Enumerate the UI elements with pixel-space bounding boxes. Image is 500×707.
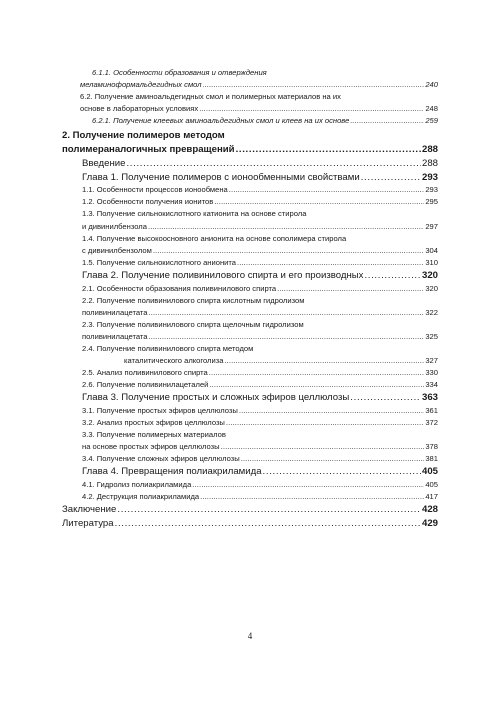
toc-chapter-title: Глава 4. Превращения полиакриламида xyxy=(82,466,262,478)
toc-entry-text: 2.1. Особенности образования поливинилового спирта xyxy=(82,283,277,293)
toc-entry-text: 1.1. Особенности процессов ионообмена xyxy=(82,185,228,195)
dot-leader xyxy=(115,517,421,531)
toc-page-number: 320 xyxy=(425,283,438,293)
toc-entry-4-1[interactable] xyxy=(62,479,438,491)
toc-page-number: 381 xyxy=(425,454,438,464)
toc-page-number: 429 xyxy=(421,518,438,530)
toc-entry-text: 1.5. Получение сильнокислотного анионита xyxy=(82,257,237,267)
toc-entry-text: 6.1.1. Особенности образования и отверждения xyxy=(92,68,267,77)
toc-page-number: 320 xyxy=(421,269,438,281)
toc-part-title: полимераналогичных превращений xyxy=(62,144,235,156)
dot-leader xyxy=(237,257,424,269)
toc-entry-text: 3.1. Получение простых эфиров целлюлозы xyxy=(82,405,238,415)
toc-page-number: 363 xyxy=(421,392,438,404)
dot-leader xyxy=(229,184,425,196)
toc-entry-text: основе в лабораторных условиях xyxy=(80,104,199,114)
toc-entry-3-1[interactable] xyxy=(62,405,438,417)
toc-entry-text: 4.2. Деструкция полиакриламида xyxy=(82,492,200,502)
toc-entry-text: и дивинилбензола xyxy=(82,221,147,231)
toc-page-number: 322 xyxy=(425,307,438,317)
page-number: 4 xyxy=(247,631,253,641)
toc-entry-1-3[interactable] xyxy=(62,208,438,232)
toc-entry-text: Введение xyxy=(82,158,126,170)
toc-entry-text: 6.2.1. Получение клеевых аминоальдегидных смол и клеев на их основе xyxy=(92,116,350,126)
dot-leader xyxy=(226,417,424,429)
toc-entry-2-6[interactable] xyxy=(62,379,438,391)
toc-chapter-title: Глава 2. Получение поливинилового спирта и его производных xyxy=(82,269,364,281)
toc-entry-text: с дивинилбензолом xyxy=(82,245,152,255)
toc-page-number: 240 xyxy=(425,80,438,90)
toc-part-2[interactable] xyxy=(62,129,438,157)
toc-chapter-title: Глава 1. Получение полимеров с ионообменными свойствами xyxy=(82,171,360,183)
toc-page-number: 428 xyxy=(421,504,438,516)
toc-chapter-2[interactable] xyxy=(62,269,438,283)
toc-entry-3-4[interactable] xyxy=(62,453,438,465)
toc-part-title: 2. Получение полимеров методом xyxy=(62,130,225,142)
toc-entry-text: Заключение xyxy=(62,504,117,516)
toc-conclusion[interactable] xyxy=(62,503,438,517)
toc-page-number: 297 xyxy=(425,221,438,231)
toc-entry-text: 2.2. Получение поливинилового спирта кислотным гидролизом xyxy=(82,295,305,305)
dot-leader xyxy=(350,391,421,405)
toc-page-number: 378 xyxy=(425,442,438,452)
toc-introduction[interactable] xyxy=(62,157,438,171)
toc-entry-text: 2.3. Получение поливинилового спирта щелочным гидролизом xyxy=(82,319,304,329)
toc-page-number: 405 xyxy=(421,466,438,478)
dot-leader xyxy=(149,331,425,343)
toc-entry-text: 2.6. Получение поливинилацеталей xyxy=(82,380,209,390)
dot-leader xyxy=(209,367,425,379)
toc-chapter-title: Глава 3. Получение простых и сложных эфиров целлюлозы xyxy=(82,392,350,404)
toc-entry-text: 2.5. Анализ поливинилового спирта xyxy=(82,368,208,378)
toc-page-number: 293 xyxy=(425,185,438,195)
toc-page-number: 304 xyxy=(425,245,438,255)
toc-page-number: 372 xyxy=(425,418,438,428)
toc-page-number: 327 xyxy=(425,356,438,366)
dot-leader xyxy=(209,379,424,391)
dot-leader xyxy=(350,115,424,127)
toc-entry-text: 3.3. Получение полимерных материалов xyxy=(82,430,226,440)
dot-leader xyxy=(224,355,424,367)
toc-entry-6-2[interactable] xyxy=(62,91,438,115)
toc-entry-1-2[interactable] xyxy=(62,196,438,208)
toc-entry-text: поливинилацетата xyxy=(82,307,148,317)
dot-leader xyxy=(277,283,424,295)
toc-entry-text: 2.4. Получение поливинилового спирта методом xyxy=(82,343,254,353)
toc-page-number: 405 xyxy=(425,480,438,489)
toc-entry-1-1[interactable] xyxy=(62,184,438,196)
toc-entry-4-2[interactable] xyxy=(62,491,438,503)
dot-leader xyxy=(236,143,421,157)
dot-leader xyxy=(214,196,424,208)
dot-leader xyxy=(192,479,424,491)
toc-entry-text: на основе простых эфиров целлюлозы xyxy=(82,442,220,452)
toc-entry-text: 1.4. Получение высокоосновного анионита на основе сополимера стирола xyxy=(82,233,347,243)
dot-leader xyxy=(361,171,421,185)
toc-entry-2-2[interactable] xyxy=(62,295,438,319)
toc-entry-3-3[interactable] xyxy=(62,429,438,453)
toc-page-number: 248 xyxy=(425,104,438,114)
toc-entry-2-5[interactable] xyxy=(62,367,438,379)
toc-entry-text: 6.2. Получение аминоальдегидных смол и полимерных материалов на их xyxy=(80,92,341,102)
toc-page-number: 288 xyxy=(421,144,438,156)
toc-entry-text: 4.1. Гидролиз полиакриламида xyxy=(82,480,192,489)
dot-leader xyxy=(241,453,425,465)
dot-leader xyxy=(221,441,425,453)
toc-page-number: 417 xyxy=(425,492,438,502)
toc-entry-3-2[interactable] xyxy=(62,417,438,429)
toc-page-number: 330 xyxy=(425,368,438,378)
dot-leader xyxy=(199,103,424,115)
toc-entry-text: поливинилацетата xyxy=(82,331,148,341)
toc-entry-1-4[interactable] xyxy=(62,233,438,257)
toc-page-number: 259 xyxy=(425,116,438,126)
dot-leader xyxy=(200,491,424,503)
toc-page-number: 310 xyxy=(425,257,438,267)
dot-leader xyxy=(239,405,424,417)
table-of-contents xyxy=(62,67,438,531)
toc-page-number: 293 xyxy=(421,171,438,183)
toc-entry-text: Литература xyxy=(62,518,114,530)
toc-entry-text: 3.4. Получение сложных эфиров целлюлозы xyxy=(82,454,240,464)
toc-page-number: 288 xyxy=(421,158,438,170)
toc-entry-2-3[interactable] xyxy=(62,319,438,343)
toc-chapter-3[interactable] xyxy=(62,391,438,405)
dot-leader xyxy=(126,157,421,171)
dot-leader xyxy=(203,79,425,91)
toc-entry-2-1[interactable] xyxy=(62,283,438,295)
toc-entry-text: каталитического алкоголиза xyxy=(124,356,224,366)
toc-entry-text: 1.3. Получение сильнокислотного катионита на основе стирола xyxy=(82,209,307,219)
toc-chapter-1[interactable] xyxy=(62,171,438,185)
dot-leader xyxy=(117,503,421,517)
toc-page-number: 361 xyxy=(425,405,438,415)
toc-entry-2-4[interactable] xyxy=(62,343,438,367)
toc-page-number: 334 xyxy=(425,380,438,390)
dot-leader xyxy=(153,245,425,257)
toc-entry-text: 1.2. Особенности получения ионитов xyxy=(82,197,214,207)
toc-entry-text: меламиноформальдегидных смол xyxy=(80,80,202,90)
toc-entry-text: 3.2. Анализ простых эфиров целлюлозы xyxy=(82,418,225,428)
dot-leader xyxy=(148,221,424,233)
toc-literature[interactable] xyxy=(62,517,438,531)
toc-page-number: 325 xyxy=(425,331,438,341)
toc-chapter-4[interactable] xyxy=(62,465,438,479)
toc-entry-6-2-1[interactable] xyxy=(62,115,438,127)
dot-leader xyxy=(263,465,421,479)
toc-page-number: 295 xyxy=(425,197,438,207)
dot-leader xyxy=(364,269,421,283)
dot-leader xyxy=(149,307,425,319)
toc-entry-6-1-1[interactable] xyxy=(62,67,438,91)
toc-entry-1-5[interactable] xyxy=(62,257,438,269)
